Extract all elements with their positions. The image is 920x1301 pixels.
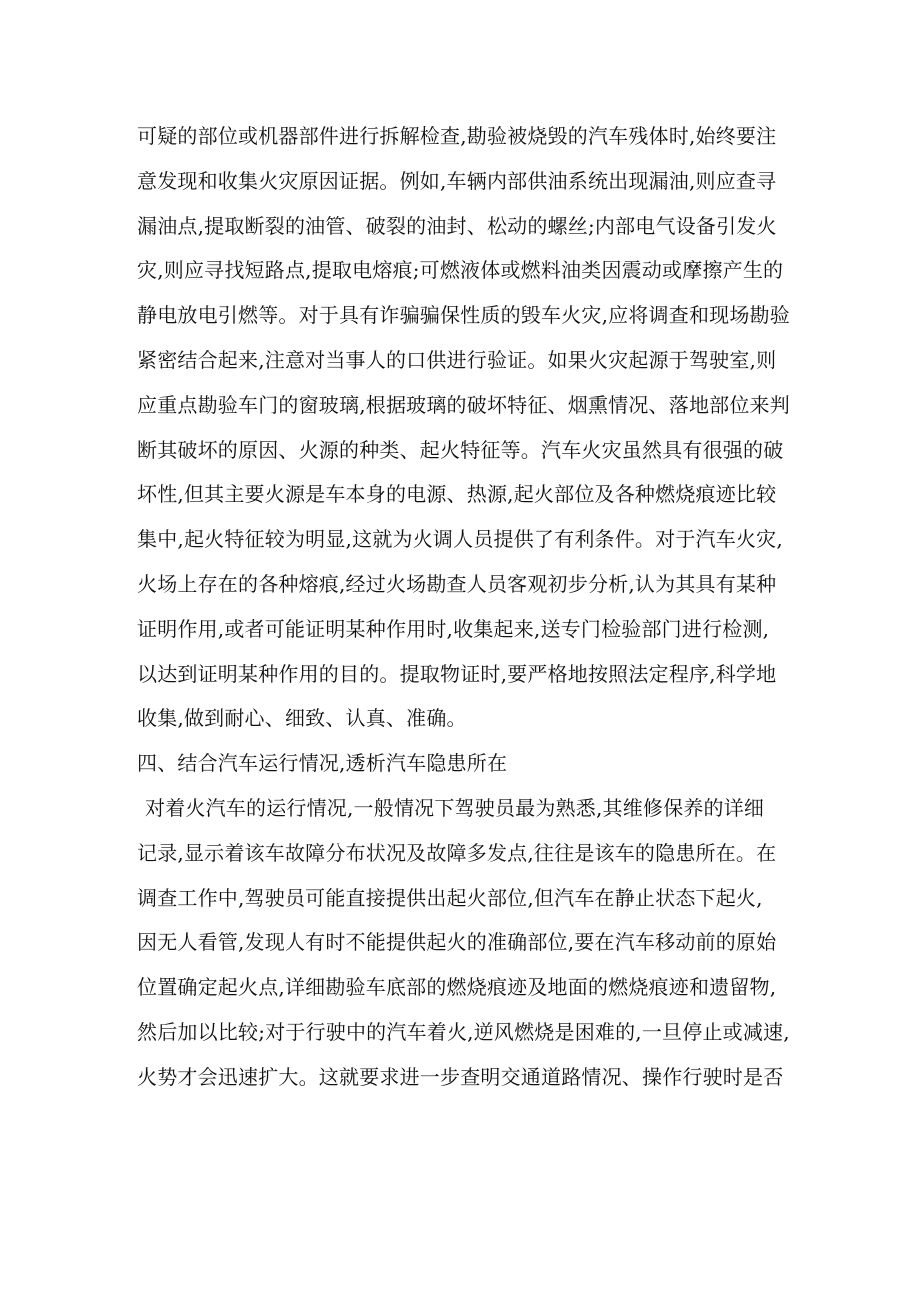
text-line: 断其破坏的原因、火源的种类、起火特征等。汽车火灾虽然具有很强的破 xyxy=(137,437,784,462)
text-line: 集中,起火特征较为明显,这就为火调人员提供了有利条件。对于汽车火灾, xyxy=(137,527,783,552)
section-heading: 四、结合汽车运行情况,透析汽车隐患所在 xyxy=(137,751,508,776)
text-line: 应重点勘验车门的窗玻璃,根据玻璃的破坏特征、烟熏情况、落地部位来判 xyxy=(137,392,790,417)
text-line: 位置确定起火点,详细勘验车底部的燃烧痕迹及地面的燃烧痕迹和遗留物, xyxy=(137,975,777,1000)
text-line: 坏性,但其主要火源是车本身的电源、热源,起火部位及各种燃烧痕迹比较 xyxy=(137,482,777,507)
text-line: 火势才会迅速扩大。这就要求进一步查明交通道路情况、操作行驶时是否 xyxy=(137,1064,784,1089)
text-line: 意发现和收集火灾原因证据。例如,车辆内部供油系统出现漏油,则应查寻 xyxy=(137,168,777,193)
text-line: 收集,做到耐心、细致、认真、准确。 xyxy=(137,706,467,731)
text-line: 灾,则应寻找短路点,提取电熔痕;可燃液体或燃料油类因震动或摩擦产生的 xyxy=(137,258,784,283)
text-line: 对着火汽车的运行情况,一般情况下驾驶员最为熟悉,其维修保养的详细 xyxy=(145,795,765,820)
text-line: 静电放电引燃等。对于具有诈骗骗保性质的毁车火灾,应将调查和现场勘验 xyxy=(137,303,790,328)
body-text xyxy=(137,114,797,1100)
text-line: 因无人看管,发现人有时不能提供起火的准确部位,要在汽车移动前的原始 xyxy=(137,930,777,955)
text-line: 可疑的部位或机器部件进行拆解检查,勘验被烧毁的汽车残体时,始终要注 xyxy=(137,124,777,148)
text-line: 以达到证明某种作用的目的。提取物证时,要严格地按照法定程序,科学地 xyxy=(137,661,777,686)
text-line: 调查工作中,驾驶员可能直接提供出起火部位,但汽车在静止状态下起火, xyxy=(137,885,763,910)
text-line: 紧密结合起来,注意对当事人的口供进行验证。如果火灾起源于驾驶室,则 xyxy=(137,347,777,372)
text-line: 然后加以比较;对于行驶中的汽车着火,逆风燃烧是困难的,一旦停止或减速, xyxy=(137,1019,790,1044)
text-line: 火场上存在的各种熔痕,经过火场勘查人员客观初步分析,认为其具有某种 xyxy=(137,571,777,596)
text-line: 记录,显示着该车故障分布状况及故障多发点,往往是该车的隐患所在。在 xyxy=(137,840,777,865)
text-line: 漏油点,提取断裂的油管、破裂的油封、松动的螺丝;内部电气设备引发火 xyxy=(137,213,777,238)
text-line: 证明作用,或者可能证明某种作用时,收集起来,送专门检验部门进行检测, xyxy=(137,616,770,641)
